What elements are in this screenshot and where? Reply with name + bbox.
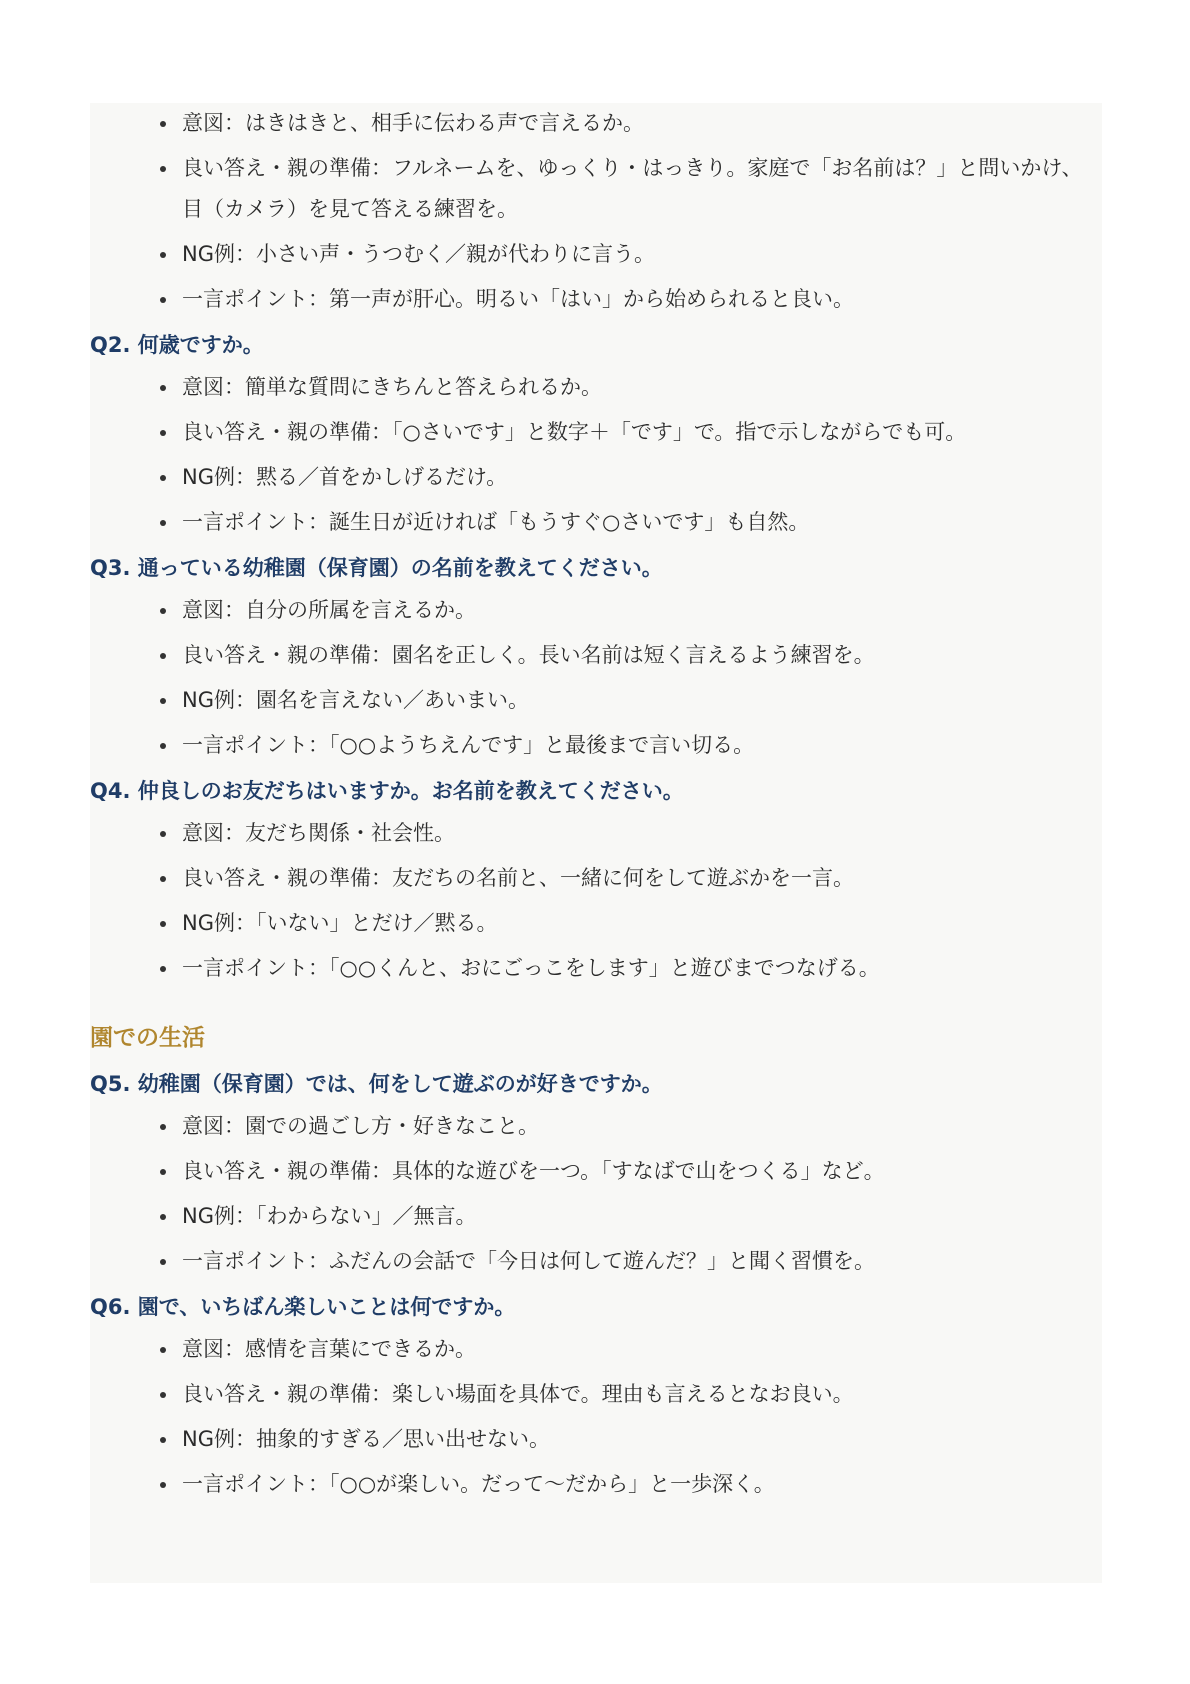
section-heading: 園での生活 [90, 1025, 205, 1051]
list-item: 一言ポイント：「○○ようちえんです」と最後まで言い切る。 [182, 725, 1102, 766]
list-item: 一言ポイント：「○○くんと、おにごっこをします」と遊びまでつなげる。 [182, 948, 1102, 989]
list-item: 意図：感情を言葉にできるか。 [182, 1329, 1102, 1370]
list-item: 良い答え・親の準備：具体的な遊びを一つ。「すなばで山をつくる」など。 [182, 1151, 1102, 1192]
list-item: NG例：抽象的すぎる／思い出せない。 [182, 1419, 1102, 1460]
question-heading-q5: Q5. 幼稚園（保育園）では、何をして遊ぶのが好きですか。 [90, 1072, 663, 1096]
list-item: 意図：自分の所属を言えるか。 [182, 590, 1102, 631]
list-item: 意図：園での過ごし方・好きなこと。 [182, 1106, 1102, 1147]
list-item: NG例：園名を言えない／あいまい。 [182, 680, 1102, 721]
q3-list [90, 590, 1102, 766]
list-item: 良い答え・親の準備：園名を正しく。長い名前は短く言えるよう練習を。 [182, 635, 1102, 676]
q1-list [90, 103, 1102, 320]
list-item: 一言ポイント：誕生日が近ければ「もうすぐ○さいです」も自然。 [182, 502, 1102, 543]
list-item: 良い答え・親の準備：友だちの名前と、一緒に何をして遊ぶかを一言。 [182, 858, 1102, 899]
list-item: 意図：はきはきと、相手に伝わる声で言えるか。 [182, 103, 1102, 144]
list-item: 良い答え・親の準備：楽しい場面を具体で。理由も言えるとなお良い。 [182, 1374, 1102, 1415]
list-item: NG例：小さい声・うつむく／親が代わりに言う。 [182, 234, 1102, 275]
list-item: NG例：黙る／首をかしげるだけ。 [182, 457, 1102, 498]
question-heading-q3: Q3. 通っている幼稚園（保育園）の名前を教えてください。 [90, 556, 663, 580]
q4-list [90, 813, 1102, 989]
question-heading-q6: Q6. 園で、いちばん楽しいことは何ですか。 [90, 1295, 516, 1319]
list-item: NG例：「いない」とだけ／黙る。 [182, 903, 1102, 944]
list-item: NG例：「わからない」／無言。 [182, 1196, 1102, 1237]
question-heading-q2: Q2. 何歳ですか。 [90, 333, 264, 357]
q5-list [90, 1106, 1102, 1282]
list-item: 一言ポイント：ふだんの会話で「今日は何して遊んだ？」と聞く習慣を。 [182, 1241, 1102, 1282]
list-item: 意図：簡単な質問にきちんと答えられるか。 [182, 367, 1102, 408]
question-heading-q4: Q4. 仲良しのお友だちはいますか。お名前を教えてください。 [90, 779, 684, 803]
list-item: 意図：友だち関係・社会性。 [182, 813, 1102, 854]
list-item: 良い答え・親の準備：「○さいです」と数字＋「です」で。指で示しながらでも可。 [182, 412, 1102, 453]
list-item: 一言ポイント：第一声が肝心。明るい「はい」から始められると良い。 [182, 279, 1102, 320]
document-content [90, 103, 1102, 1509]
list-item: 良い答え・親の準備：フルネームを、ゆっくり・はっきり。家庭で「お名前は？」と問いかけ、目（カメラ）を見て答える練習を。 [182, 148, 1102, 230]
q6-list [90, 1329, 1102, 1505]
list-item: 一言ポイント：「○○が楽しい。だって〜だから」と一歩深く。 [182, 1464, 1102, 1505]
q2-list [90, 367, 1102, 543]
